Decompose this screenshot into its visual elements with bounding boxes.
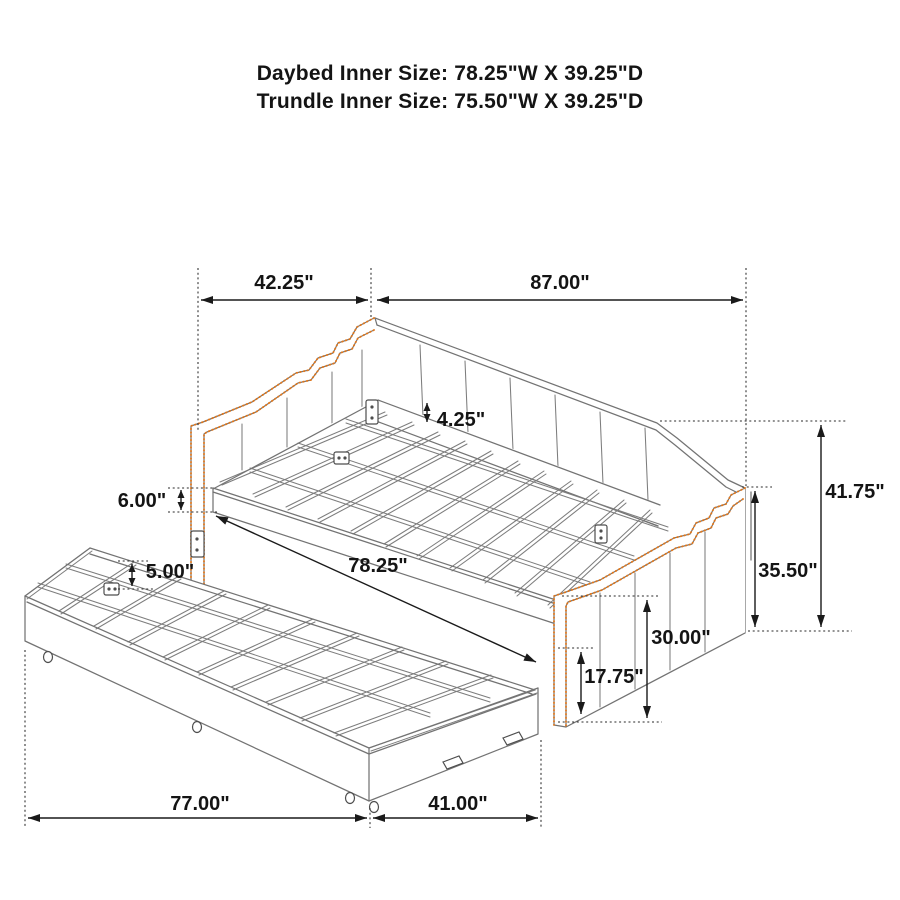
- dim-daybed-rail-height: [118, 488, 218, 512]
- dim-label-trundle-length: 77.00": [170, 793, 230, 815]
- trundle-unit: [25, 548, 538, 813]
- dim-label-daybed-rail-height: 6.00": [117, 490, 167, 512]
- dim-label-arm-back-height: 35.50": [758, 560, 818, 582]
- dim-label-arm-section-width: 42.25": [254, 272, 314, 294]
- dim-label-trundle-height: 17.75": [584, 666, 644, 688]
- dim-label-back-height: 41.75": [825, 481, 885, 503]
- dim-label-inner-length: 78.25": [348, 555, 408, 577]
- dim-arm-section-width: [198, 268, 371, 432]
- dim-label-trundle-depth: 41.00": [428, 793, 488, 815]
- title-daybed-size: Daybed Inner Size: 78.25"W X 39.25"D: [256, 62, 644, 85]
- dim-label-arm-front-height: 30.00": [651, 627, 711, 649]
- dim-arm-back-height: [742, 487, 818, 627]
- dim-label-trundle-rail-height: 5.00": [145, 561, 195, 583]
- title-trundle-size: Trundle Inner Size: 75.50"W X 39.25"D: [256, 90, 644, 113]
- dim-label-bed-length: 87.00": [530, 272, 590, 294]
- dim-label-side-rail-height: 4.25": [436, 409, 486, 431]
